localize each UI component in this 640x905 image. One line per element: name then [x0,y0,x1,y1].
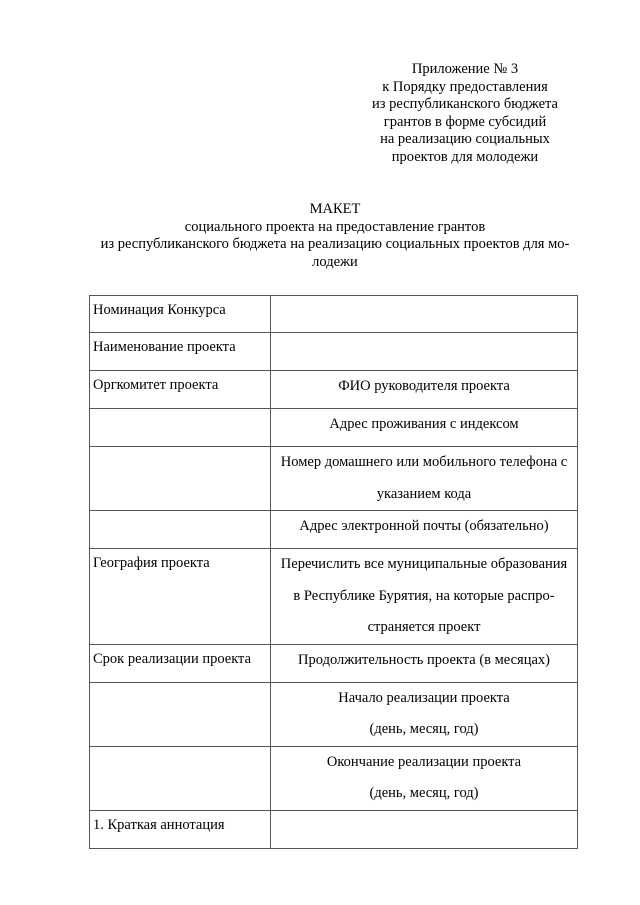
document-subtitle-line: из республиканского бюджета на реализацию социальных проектов для мо- [100,236,570,252]
row-value-line: Окончание реализации проекта [326,753,522,770]
document-heading [70,201,600,271]
project-form-table [89,295,578,849]
row-value-line: Адрес проживания с индексом [329,416,519,432]
row-value-cell [271,511,578,549]
table-row [90,746,578,810]
row-value-cell [271,333,578,371]
row-label [90,746,271,810]
row-value-line: Перечислить все муниципальные образования [280,556,568,572]
document-title: МАКЕТ [309,201,361,217]
appendix-line: Приложение № 3 [411,61,519,77]
row-value-cell [271,447,578,511]
row-label [90,447,271,511]
appendix-line: к Порядку предоставления [382,78,548,95]
appendix-line: грантов в форме субсидий [383,113,547,130]
row-value-cell [271,644,578,682]
row-value-line: Начало реализации проекта [338,689,510,706]
row-label: Наименование проекта [90,333,271,371]
row-label [90,511,271,549]
row-value-line: Адрес электронной почты (обязательно) [299,518,549,534]
row-value-cell [271,810,578,848]
appendix-line: на реализацию социальных [380,131,550,148]
row-label [90,409,271,447]
table-row [90,296,578,333]
appendix-header [340,61,590,167]
row-value-line: (день, месяц, год) [369,721,479,737]
row-label: Срок реализации проекта [90,644,271,682]
row-label: Номинация Конкурса [90,296,271,333]
table-row [90,644,578,682]
row-value-line: указанием кода [376,485,472,502]
document-subtitle-line: лодежи [312,253,358,270]
row-label: Оргкомитет проекта [90,371,271,409]
row-value-cell [271,371,578,409]
table-row [90,447,578,511]
row-value-cell [271,409,578,447]
table-row [90,810,578,848]
row-value-line: Номер домашнего или мобильного телефона с [280,454,568,470]
appendix-line: проектов для молодежи [391,148,539,165]
row-value-cell [271,746,578,810]
table-row [90,409,578,447]
table-row [90,549,578,645]
row-value-cell [271,682,578,746]
row-value-cell [271,549,578,645]
row-value-line: (день, месяц, год) [369,785,479,801]
table-row [90,511,578,549]
row-value-line: в Республике Бурятия, на которые распро- [293,587,555,604]
row-label: География проекта [90,549,271,645]
row-label [90,682,271,746]
row-value-line: Продолжительность проекта (в месяцах) [298,651,550,668]
row-label: 1. Краткая аннотация [90,810,271,848]
table-row [90,371,578,409]
row-value-line: страняется проект [367,619,481,635]
row-value-cell [271,296,578,333]
row-value-line: ФИО руководителя проекта [338,378,510,394]
document-subtitle-line: социального проекта на предоставление грантов [184,218,486,235]
table-row [90,333,578,371]
appendix-line: из республиканского бюджета [372,96,558,113]
table-row [90,682,578,746]
